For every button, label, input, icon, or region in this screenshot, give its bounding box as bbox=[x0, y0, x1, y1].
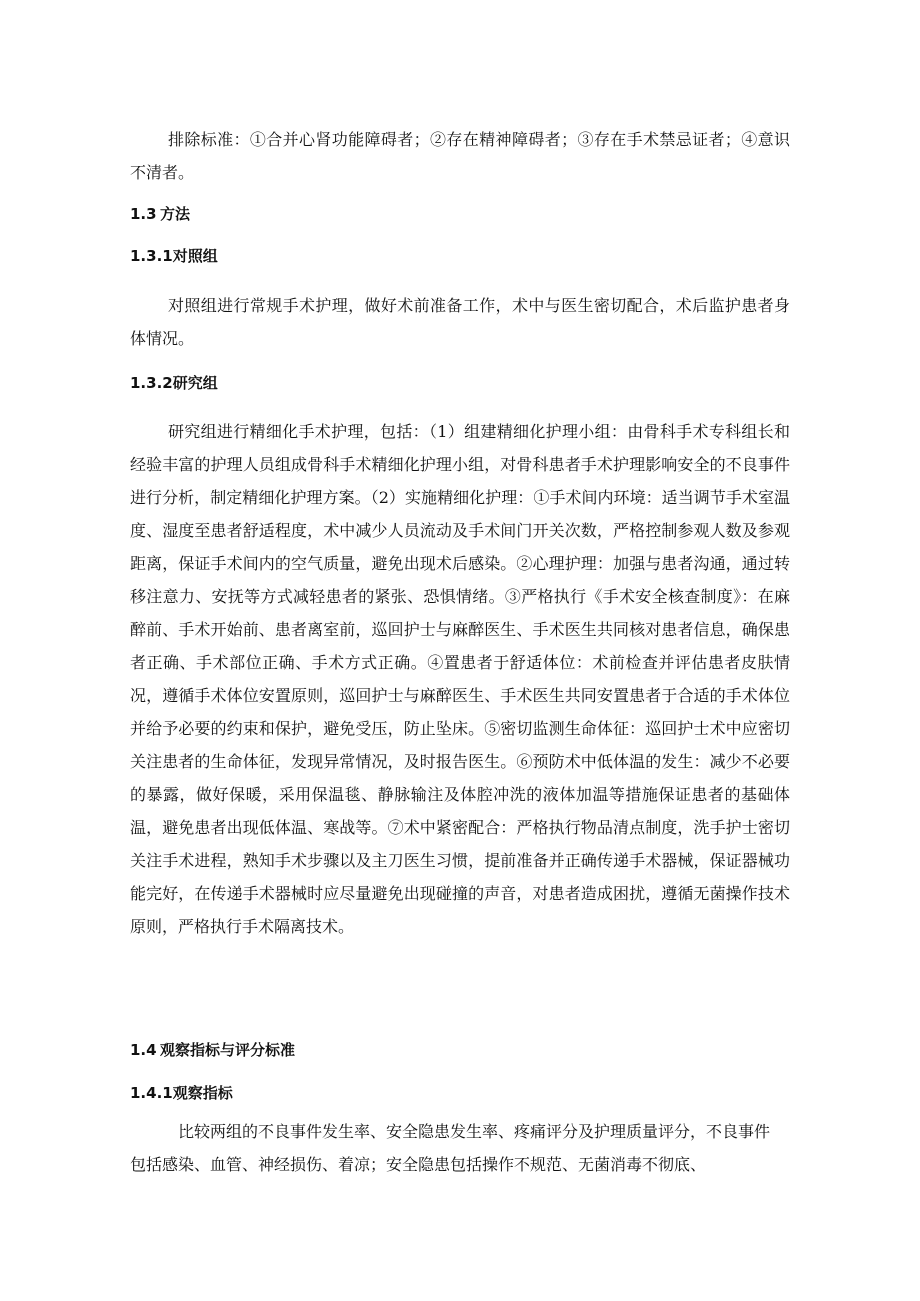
section-number: 1.3.2 bbox=[130, 374, 173, 392]
section-heading-1-3-1 bbox=[130, 245, 218, 266]
section-title: 研究组 bbox=[172, 374, 218, 392]
section-number: 1.3 bbox=[130, 205, 157, 223]
study-group-paragraph: 研究组进行精细化手术护理，包括：（1）组建精细化护理小组：由骨科手术专科组长和经验丰富的护理人员组成骨科手术精细化护理小组，对骨科患者手术护理影响安全的不良事件进行分析，制定精细化护理方案。（2）实施精细化护理：①手术间内环境：适当调节手术室温度、湿度至患者舒适程度，术中减少人员流动及手术间门开关次数，严格控制参观人数及参观距离，保证手术间内的空气质量，避免出现术后感染。②心理护理：加强与患者沟通，通过转移注意力、安抚等方式减轻患者的紧张、恐惧情绪。③严格执行《手术安全核查制度》：在麻醉前、手术开始前、患者离室前，巡回护士与麻醉医生、手术医生共同核对患者信息，确保患者正确、手术部位正确、手术方式正确。④置患者于舒适体位：术前检查并评估患者皮肤情况，遵循手术体位安置原则，巡回护士与麻醉医生、手术医生共同安置患者于合适的手术体位并给予必要的约束和保护，避免受压，防止坠床。⑤密切监测生命体征：巡回护士术中应密切关注患者的生命体征，发现异常情况，及时报告医生。⑥预防术中低体温的发生：减少不必要的暴露，做好保暖，采用保温毯、静脉输注及体腔冲洗的液体加温等措施保证患者的基础体温，避免患者出现低体温、寒战等。⑦术中紧密配合：严格执行物品清点制度，洗手护士密切关注手术进程，熟知手术步骤以及主刀医生习惯，提前准备并正确传递手术器械，保证器械功能完好，在传递手术器械时应尽量避免出现碰撞的声音，对患者造成困扰，遵循无菌操作技术原则，严格执行手术隔离技术。 bbox=[130, 422, 790, 936]
section-number: 1.4 bbox=[130, 1041, 157, 1059]
section-heading-1-3 bbox=[130, 203, 190, 224]
exclusion-criteria-paragraph: 排除标准：①合并心肾功能障碍者；②存在精神障碍者；③存在手术禁忌证者；④意识不清者。 bbox=[130, 130, 790, 182]
section-title: 方法 bbox=[160, 205, 191, 223]
section-heading-1-4-1 bbox=[130, 1082, 233, 1103]
section-title: 观察指标 bbox=[172, 1084, 233, 1102]
section-heading-1-4 bbox=[130, 1039, 295, 1060]
section-title: 观察指标与评分标准 bbox=[160, 1041, 296, 1059]
indicators-paragraph: 比较两组的不良事件发生率、安全隐患发生率、疼痛评分及护理质量评分，不良事件包括感染、血管、神经损伤、着凉；安全隐患包括操作不规范、无菌消毒不彻底、 bbox=[130, 1122, 771, 1174]
control-group-paragraph: 对照组进行常规手术护理，做好术前准备工作，术中与医生密切配合，术后监护患者身体情况。 bbox=[130, 296, 790, 348]
section-title: 对照组 bbox=[172, 247, 218, 265]
section-heading-1-3-2 bbox=[130, 372, 218, 393]
section-number: 1.3.1 bbox=[130, 247, 173, 265]
section-number: 1.4.1 bbox=[130, 1084, 173, 1102]
